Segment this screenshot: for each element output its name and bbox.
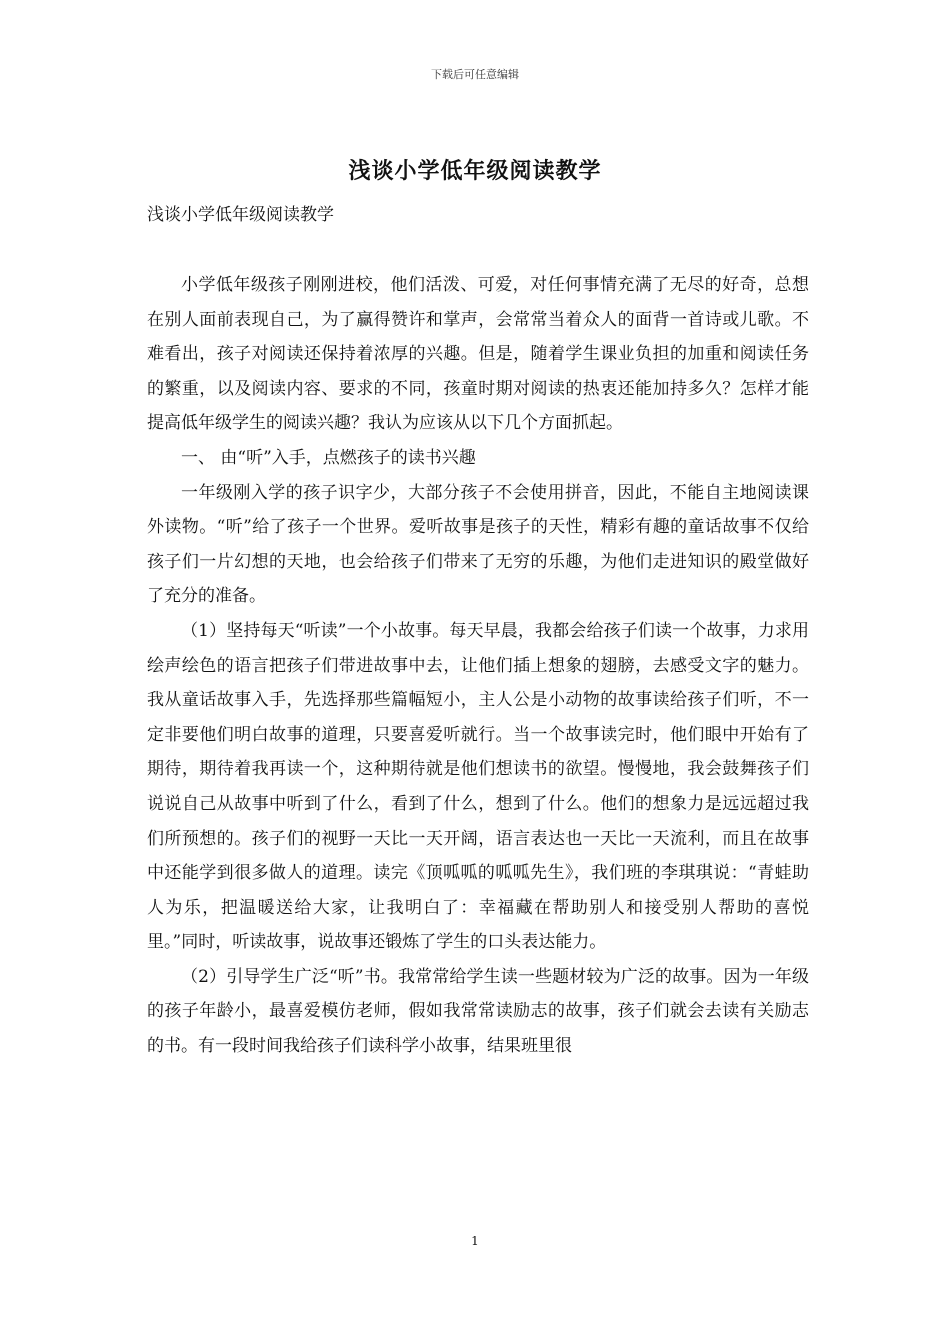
paragraph-intro: 小学低年级孩子刚刚进校，他们活泼、可爱，对任何事情充满了无尽的好奇，总想在别人面前表现自己，为了赢得赞许和掌声，会常常当着众人的面背一首诗或儿歌。不难看出，孩子对阅读还保持着浓厚的兴趣。但是，随着学生课业负担的加重和阅读任务的繁重，以及阅读内容、要求的不同，孩童时期对阅读的热衷还能加持多久？怎样才能提高低年级学生的阅读兴趣？我认为应该从以下几个方面抓起。 xyxy=(147,275,809,434)
paragraph-point-2: （2）引导学生广泛“听”书。我常常给学生读一些题材较为广泛的故事。因为一年级的孩子年龄小，最喜爱模仿老师，假如我常常读励志的故事，孩子们就会去读有关励志的书。有一段时间我给孩子们读科学小故事，结果班里很 xyxy=(147,966,809,1057)
page-number: 1 xyxy=(471,1234,479,1248)
document-body xyxy=(147,268,809,1064)
paragraph-point-1: （1）坚持每天“听读”一个小故事。每天早晨，我都会给孩子们读一个故事，力求用绘声绘色的语言把孩子们带进故事中去，让他们插上想象的翅膀，去感受文字的魅力。我从童话故事入手，先选择那些篇幅短小，主人公是小动物的故事读给孩子们听，不一定非要他们明白故事的道理，只要喜爱听就行。当一个故事读完时，他们眼中开始有了期待，期待着我再读一个，这种期待就是他们想读书的欲望。慢慢地，我会鼓舞孩子们说说自己从故事中听到了什么，看到了什么，想到了什么。他们的想象力是远远超过我们所预想的。孩子们的视野一天比一天开阔，语言表达也一天比一天流利，而且在故事中还能学到很多做人的道理。读完《顶呱呱的呱呱先生》，我们班的李琪琪说：“青蛙助人为乐，把温暖送给大家，让我明白了：幸福藏在帮助别人和接受别人帮助的喜悦里。”同时，听读故事，说故事还锻炼了学生的口头表达能力。 xyxy=(147,620,809,953)
document-title: 浅谈小学低年级阅读教学 xyxy=(348,158,602,184)
paragraph-listening: 一年级刚入学的孩子识字少，大部分孩子不会使用拼音，因此，不能自主地阅读课外读物。“听”给了孩子一个世界。爱听故事是孩子的天性，精彩有趣的童话故事不仅给孩子们一片幻想的天地，也会给孩子们带来了无穷的乐趣，为他们走进知识的殿堂做好了充分的准备。 xyxy=(147,482,809,607)
section-heading-1: 一、 由“听”入手，点燃孩子的读书兴趣 xyxy=(181,447,476,468)
page-header-note: 下载后可任意编辑 xyxy=(431,68,519,81)
document-subtitle: 浅谈小学低年级阅读教学 xyxy=(147,205,334,225)
